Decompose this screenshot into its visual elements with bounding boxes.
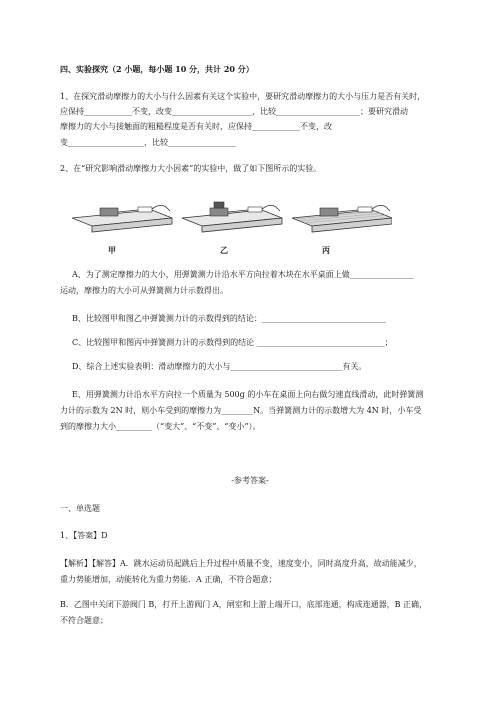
q2-b: B、比较图甲和图乙中弹簧测力计的示数得到的结论：_______________________________ (72, 314, 386, 323)
q2-c: C、比较图甲和图丙中弹簧测力计的示数得到的结论 ________________________________； (72, 338, 393, 347)
answer-part1: 一、单选题 (60, 504, 100, 513)
figure-yi-setup (182, 202, 282, 232)
q2-a-line1: A、为了测定摩擦力的大小，用弹簧测力计沿水平方向拉着木块在水平桌面上做________________ (72, 270, 414, 279)
q2-intro: 2、在“研究影响滑动摩擦力大小因素”的实验中，做了如下图所示的实验。 (60, 164, 322, 173)
section-title: 四、实验探究（2 小题，每小题 10 分，共计 20 分） (60, 64, 254, 74)
figure-label-bing: 丙 (322, 245, 330, 255)
q2-e-line1: E、用弹簧测力计沿水平方向拉一个质量为 500g 的小车在桌面上向右做匀速直线滑动，此时弹簧测 (72, 390, 424, 399)
q2-a-line2: 运动，摩擦力的大小可从弹簧测力计示数得出。 (60, 286, 228, 295)
explanation-b-line1: B．乙图中关闭下游阀门 B，打开上游阀门 A，闸室和上游上端开口，底部连通，构成连通器，B 正确， (60, 600, 428, 609)
answer-1: 1、【答案】D (60, 531, 108, 540)
explanation-line1: 【解析】【解答】A．跳水运动员起跳后上升过程中质量不变，速度变小，同时高度升高，故动能减少， (60, 559, 422, 568)
figure-bing-setup (292, 205, 392, 232)
q1-line4: 变___________________，比较_________________ (60, 138, 236, 147)
q2-d: D、综合上述实验表明：滑动摩擦力的大小与____________________________有关。 (72, 362, 367, 371)
figure-jia-setup (72, 205, 172, 232)
q2-e-line3: 到的摩擦力大小_________（“变大”、“不变”、“变小”）。 (60, 422, 261, 431)
figure-label-jia: 甲 (108, 245, 116, 255)
explanation-line2: 重力势能增加，动能转化为重力势能．A 正确，不符合题意； (60, 575, 277, 584)
answer-header: -参考答案- (231, 476, 269, 485)
figure-label-yi: 乙 (220, 245, 228, 255)
q1-line2: 应保持____________不变，改变____________________，比较_____________________；要研究滑动 (60, 107, 408, 116)
explanation-b-line2: 不符合题意； (60, 616, 108, 625)
q1-line1: 1、在探究滑动摩擦力的大小与什么因素有关这个实验中，要研究滑动摩擦力的大小与压力是否有关时， (60, 92, 426, 101)
q2-e-line2: 力计的示数为 2N 时，则小车受到的摩擦力为________N。当弹簧测力计的示数增大为 4N 时，小车受 (60, 406, 422, 415)
experiment-figure (72, 190, 392, 250)
q1-line3: 摩擦力的大小与接触面的粗糙程度是否有关时，应保持____________不变，改 (60, 122, 332, 131)
